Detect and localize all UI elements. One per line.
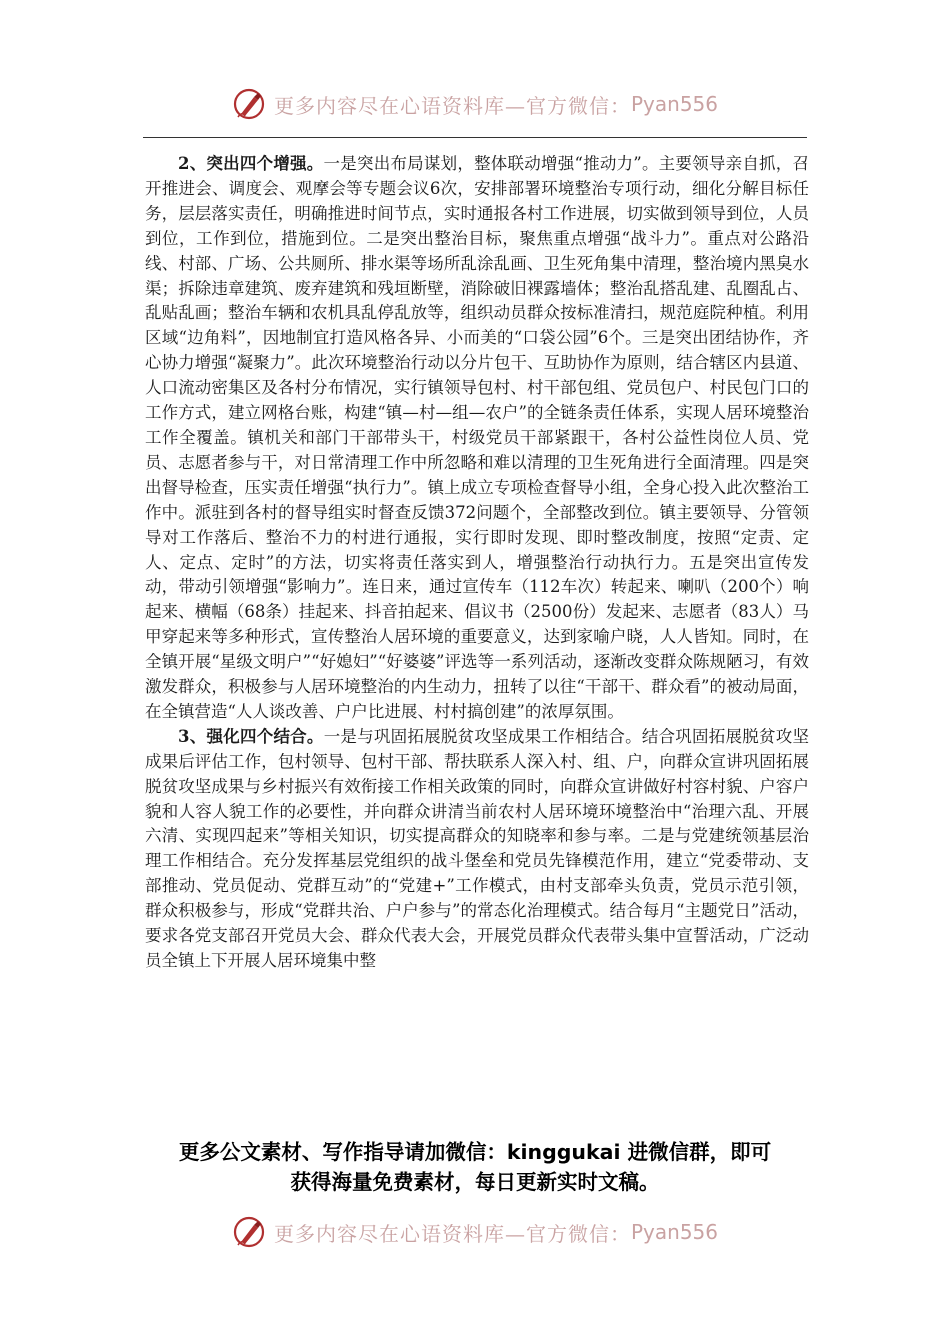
section-heading: 2、突出四个增强。 <box>178 154 324 173</box>
promo-line-2: 获得海量免费素材，每日更新实时文稿。 <box>290 1170 660 1194</box>
paragraph-text: 一是突出布局谋划，整体联动增强“推动力”。主要领导亲自抓，召开推进会、调度会、观摩会等专题会议6次，安排部署环境整治专项行动，细化分解目标任务，层层落实责任，明确推进时间节点，实时通报各村工作进展，切实做到领导到位，人员到位，工作到位，措施到位。二是突出整治目标，聚焦重点增强“战斗力”。重点对公路沿线、村部、广场、公共厕所、排水渠等场所乱涂乱画、卫生死角集中清理，整治境内黑臭水渠；拆除违章建筑、废弃建筑和残垣断壁，消除破旧裸露墙体；整治乱搭乱建、乱圈乱占、乱贴乱画；整治车辆和农机具乱停乱放等，组织动员群众按标准清扫，规范庭院种植。利用区域“边角料”，因地制宜打造风格各异、小而美的“口袋公园”6个。三是突出团结协作，齐心协力增强“凝聚力”。此次环境整治行动以分片包干、互助协作为原则，结合辖区内县道、人口流动密集区及各村分布情况，实行镇领导包村、村干部包组、党员包户、村民包门口的工作方式，建立网格台账，构建“镇—村—组—农户”的全链条责任体系，实现人居环境整治工作全覆盖。镇机关和部门干部带头干，村级党员干部紧跟干，各村公益性岗位人员、党员、志愿者参与干，对日常清理工作中所忽略和难以清理的卫生死角进行全面清理。四是突出督导检查，压实责任增强“执行力”。镇上成立专项检查督导小组，全身心投入此次整治工作中。派驻到各村的督导组实时督查反馈372问题个，全部整改到位。镇主要领导、分管领导对工作落后、整治不力的村进行通报，实行即时发现、即时整改制度，按照“定责、定人、定点、定时”的方法，切实将责任落实到人，增强整治行动执行力。五是突出宣传发动，带动引领增强“影响力”。连日来，通过宣传车（112车次）转起来、喇叭（200个）响起来、横幅（68条）挂起来、抖音拍起来、倡议书（2500份）发起来、志愿者（83人）马甲穿起来等多种形式，宣传整治人居环境的重要意义，达到家喻户晓，人人皆知。同时，在全镇开展“星级文明户”“好媳妇”“好婆婆”评选等一系列活动，逐渐改变群众陈规陋习，有效激发群众，积极参与人居环境整治的内生动力，扭转了以往“干部干、群众看”的被动局面，在全镇营造“人人谈改善、户户比进展、村村搞创建”的浓厚氛围。 <box>145 154 809 721</box>
paragraph-section-3 <box>145 725 809 974</box>
brand-text: 更多内容尽在心语资料库—官方微信： <box>273 1221 631 1246</box>
brand-text: 更多内容尽在心语资料库—官方微信： <box>273 93 631 118</box>
section-heading: 3、强化四个结合。 <box>178 726 324 746</box>
brand-wechat-id: Pyan556 <box>630 92 718 116</box>
pen-nib-logo-icon <box>232 1215 266 1249</box>
page-header <box>0 84 950 124</box>
document-body <box>145 152 809 974</box>
promo-notice <box>0 1137 950 1197</box>
pen-nib-logo-icon <box>232 87 266 121</box>
brand-wechat-id: Pyan556 <box>630 1220 718 1244</box>
page-footer <box>0 1212 950 1252</box>
promo-line-1: 更多公文素材、写作指导请加微信：kinggukai 进微信群，即可 <box>178 1140 772 1164</box>
paragraph-text: 一是与巩固拓展脱贫攻坚成果工作相结合。结合巩固拓展脱贫攻坚成果后评估工作，包村领导、包村干部、帮扶联系人深入村、组、户，向群众宣讲巩固拓展脱贫攻坚成果与乡村振兴有效衔接工作相关政策的同时，向群众宣讲做好村容村貌、户容户貌和人容人貌工作的必要性，并向群众讲清当前农村人居环境环境整治中“治理六乱、开展六清、实现四起来”等相关知识，切实提高群众的知晓率和参与率。二是与党建统领基层治理工作相结合。充分发挥基层党组织的战斗堡垒和党员先锋模范作用，建立“党委带动、支部推动、党员促动、党群互动”的“党建+”工作模式，由村支部牵头负责，党员示范引领，群众积极参与，形成“党群共治、户户参与”的常态化治理模式。结合每月“主题党日”活动，要求各党支部召开党员大会、群众代表大会，开展党员群众代表带头集中宣誓活动，广泛动员全镇上下开展人居环境集中整 <box>145 726 810 970</box>
header-divider <box>143 137 807 138</box>
brand-watermark <box>232 1215 718 1249</box>
paragraph-section-2 <box>145 152 809 725</box>
brand-watermark <box>232 87 718 121</box>
